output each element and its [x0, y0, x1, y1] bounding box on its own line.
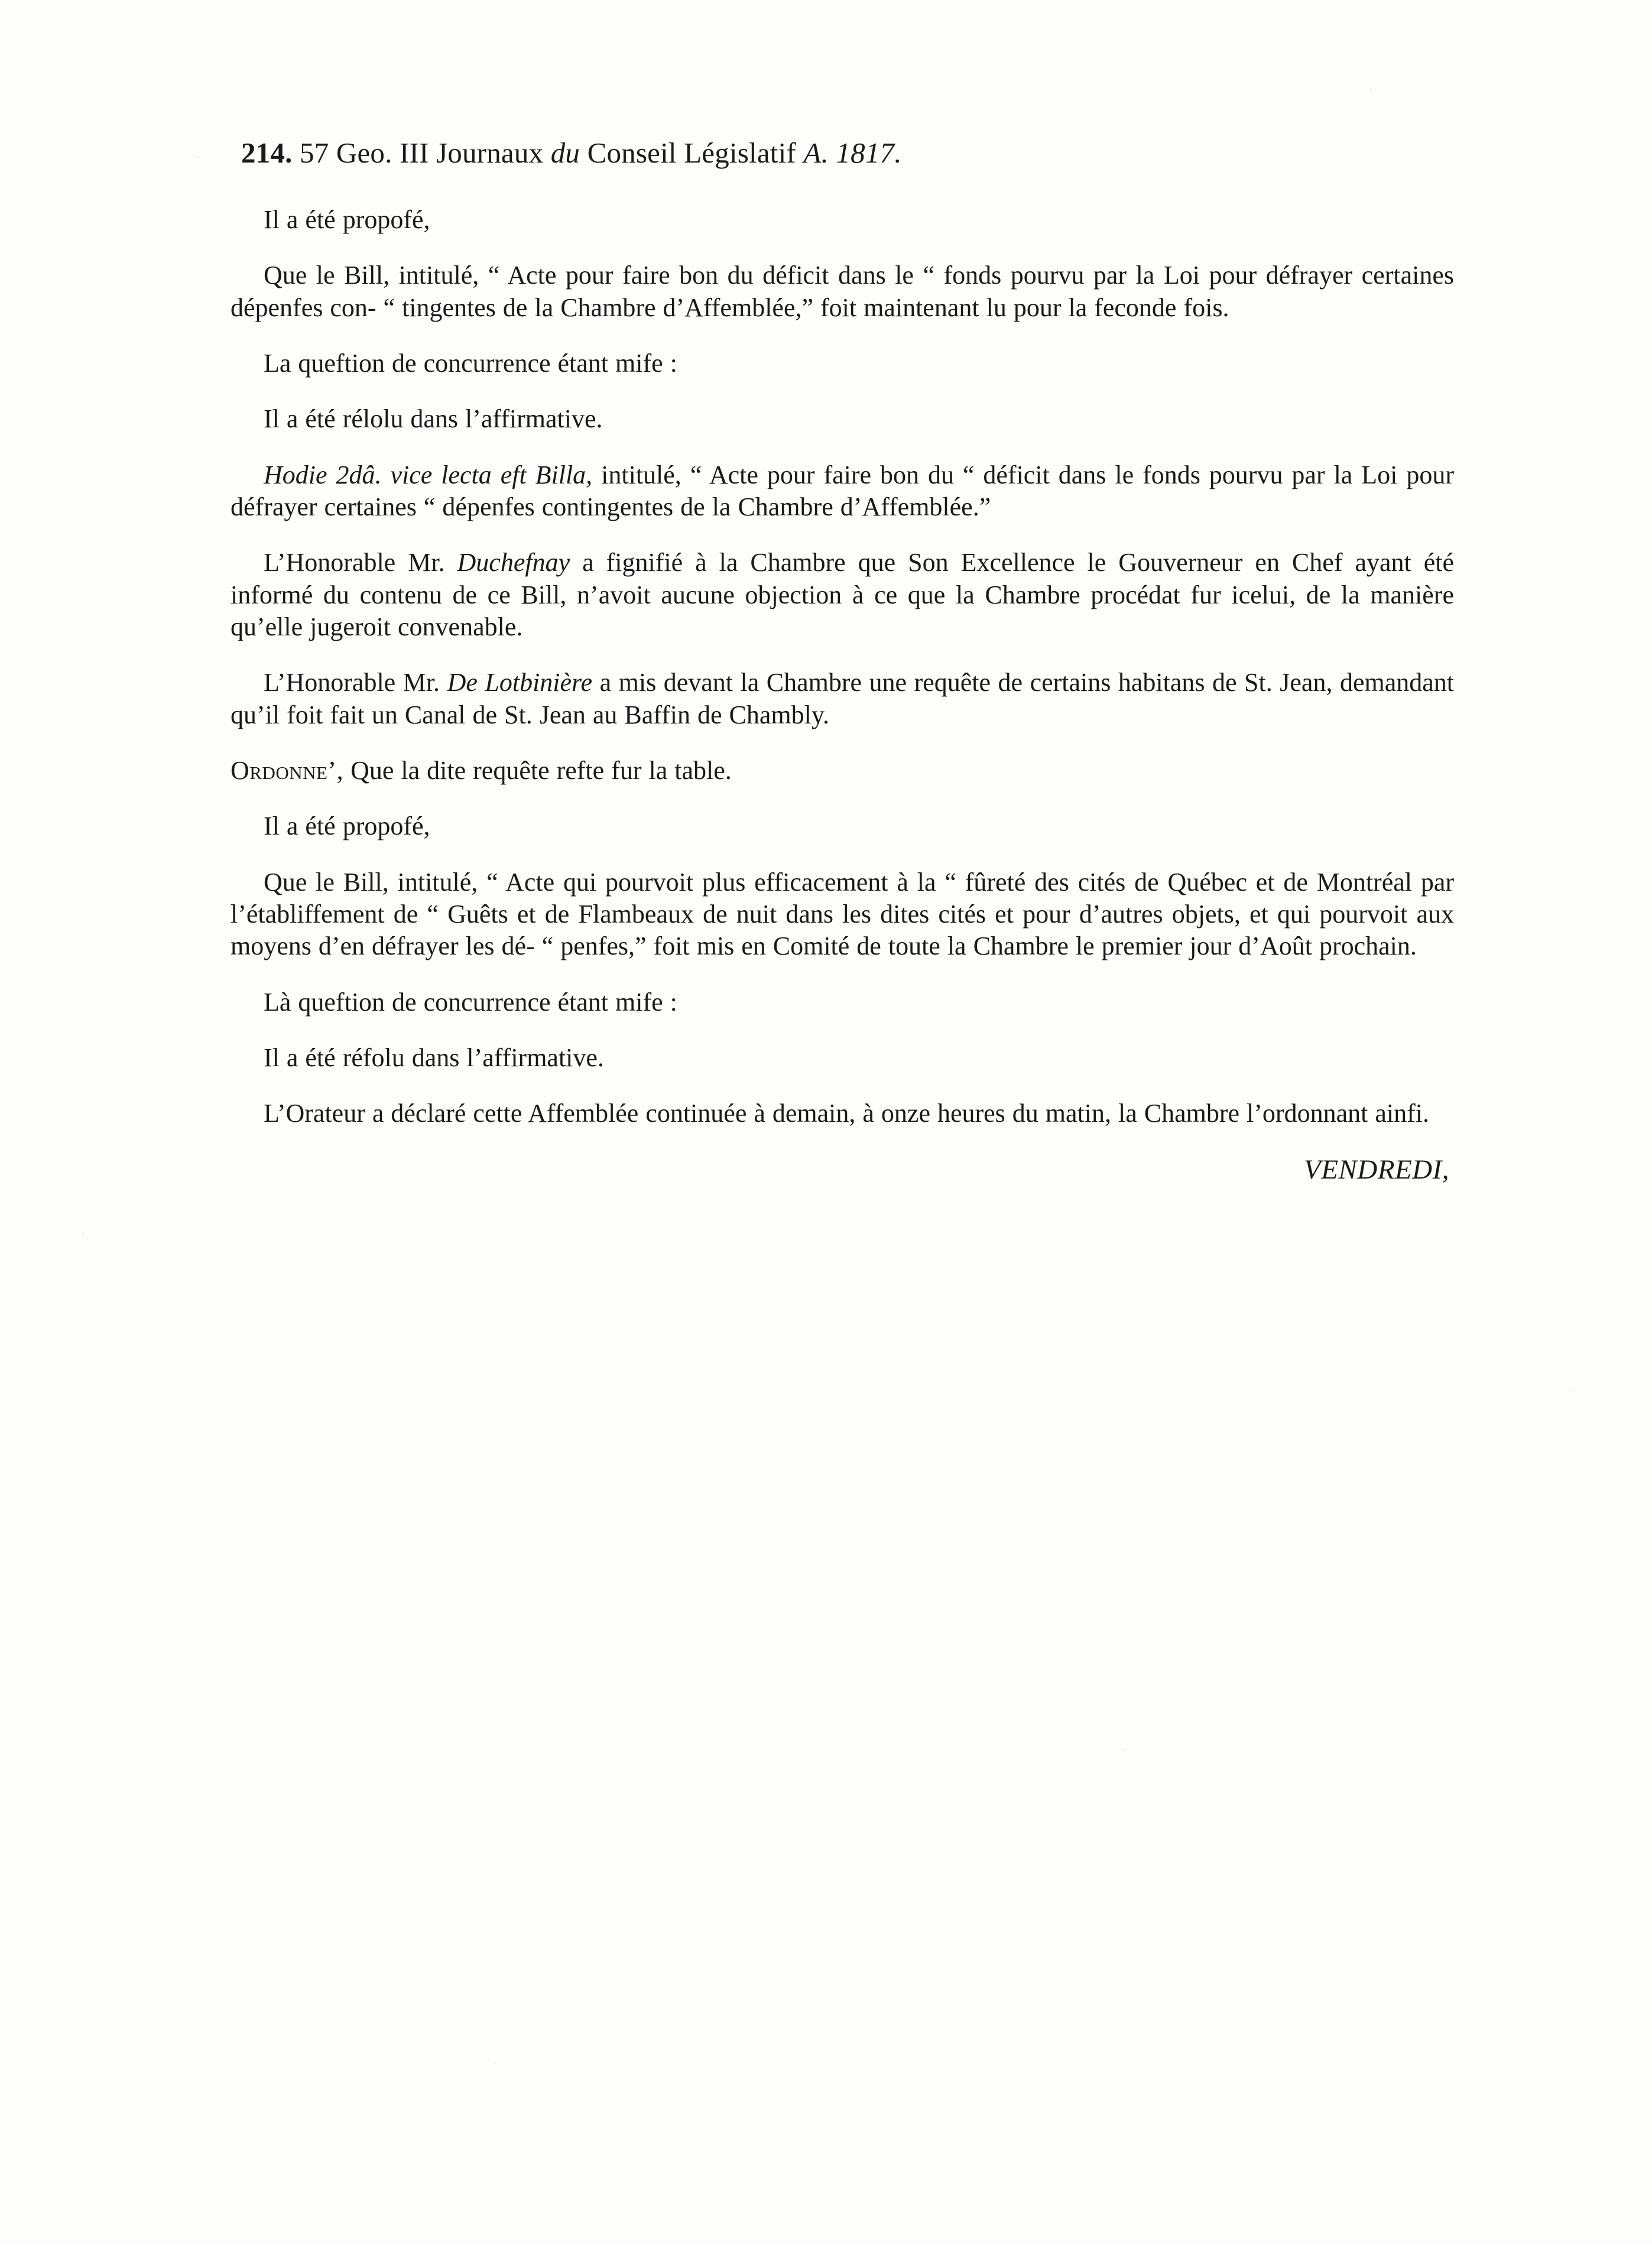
- paragraph-question-concurrence-2: Là queftion de concurrence étant mife :: [264, 987, 677, 1017]
- paragraph-bill-deficit-motion: Que le Bill, intitulé, “ Acte pour faire bon du déficit dans le “ fonds pourvu par la Loi pour défrayer certaines dépenfes con- “ tingentes de la Chambre d’Affemblée,” foit maintenant lu pour la feconde fois.: [231, 261, 1454, 322]
- paragraph-resolved-1: Il a été rélolu dans l’affirmative.: [264, 404, 603, 434]
- honorable-prefix: L’Honorable Mr.: [264, 548, 457, 577]
- lotbiniere-petition-body: a mis devant la Chambre une requête de certains habitans de St. Jean, demandant qu’il foit fait un Canal de St. Jean au Baffin de Chambly.: [231, 668, 1454, 729]
- journal-title-body: Conseil Législatif: [587, 137, 796, 169]
- page-text-block: [231, 136, 1454, 1186]
- paragraph-question-concurrence-1: La queftion de concurrence étant mife :: [264, 348, 677, 378]
- ordered-keyword: Ordonne’,: [231, 755, 344, 785]
- paragraph-proposed-1: Il a été propofé,: [264, 205, 430, 234]
- member-name-duchesnay: Duchefnay: [457, 548, 570, 577]
- paragraph-ordered-table: [231, 755, 1454, 787]
- honorable-prefix-2: L’Honorable Mr.: [264, 668, 447, 697]
- session-label: 57 Geo. III: [300, 137, 429, 169]
- journal-title: Journaux: [436, 137, 544, 169]
- ordered-table-body: Que la dite requête refte fur la table.: [343, 755, 732, 785]
- journal-title-du: du: [550, 137, 580, 169]
- paragraph-adjournment: L’Orateur a déclaré cette Affemblée continuée à demain, à onze heures du matin, la Chambre l’ordonnant ainfi.: [264, 1099, 1429, 1128]
- paragraph-resolved-2: Il a été réfolu dans l’affirmative.: [264, 1043, 604, 1072]
- paragraph-bill-watch-lamps-motion: Que le Bill, intitulé, “ Acte qui pourvoit plus efficacement à la “ fûreté des cités de Québec et de Montréal par l’établiffement de “ Guêts et de Flambeaux de nuit dans les dites cités et pour d’autres objets, et qui pourvoit aux moyens d’en défrayer les dé- “ penfes,” foit mis en Comité de toute la Chambre le premier jour d’Août prochain.: [231, 867, 1454, 961]
- page-number: 214.: [241, 137, 293, 169]
- duchesnay-message-body: a fignifié à la Chambre que Son Excellence le Gouverneur en Chef ayant été informé du contenu de ce Bill, n’avoit aucune objection à ce que la Chambre procédat fur icelui, de la manière qu’elle jugeroit convenable.: [231, 548, 1454, 641]
- latin-phrase: Hodie 2dâ. vice lecta eft Billa,: [264, 460, 593, 489]
- running-head: [231, 136, 1454, 170]
- member-name-lotbiniere: De Lotbinière: [447, 668, 593, 697]
- paragraph-hodie-2da-vice: [231, 459, 1454, 524]
- paragraph-lotbiniere-petition: [231, 667, 1454, 731]
- year-label: A. 1817.: [803, 137, 902, 169]
- latin-paragraph-rest: intitulé, “ Acte pour faire bon du “ déficit dans le fonds pourvu par la Loi pour défrayer certaines “ dépenfes contingentes de la Chambre d’Affemblée.”: [231, 460, 1454, 521]
- paragraph-duchesnay-message: [231, 547, 1454, 643]
- paragraph-proposed-2: Il a été propofé,: [264, 811, 430, 841]
- day-signature: VENDREDI,: [1304, 1154, 1449, 1185]
